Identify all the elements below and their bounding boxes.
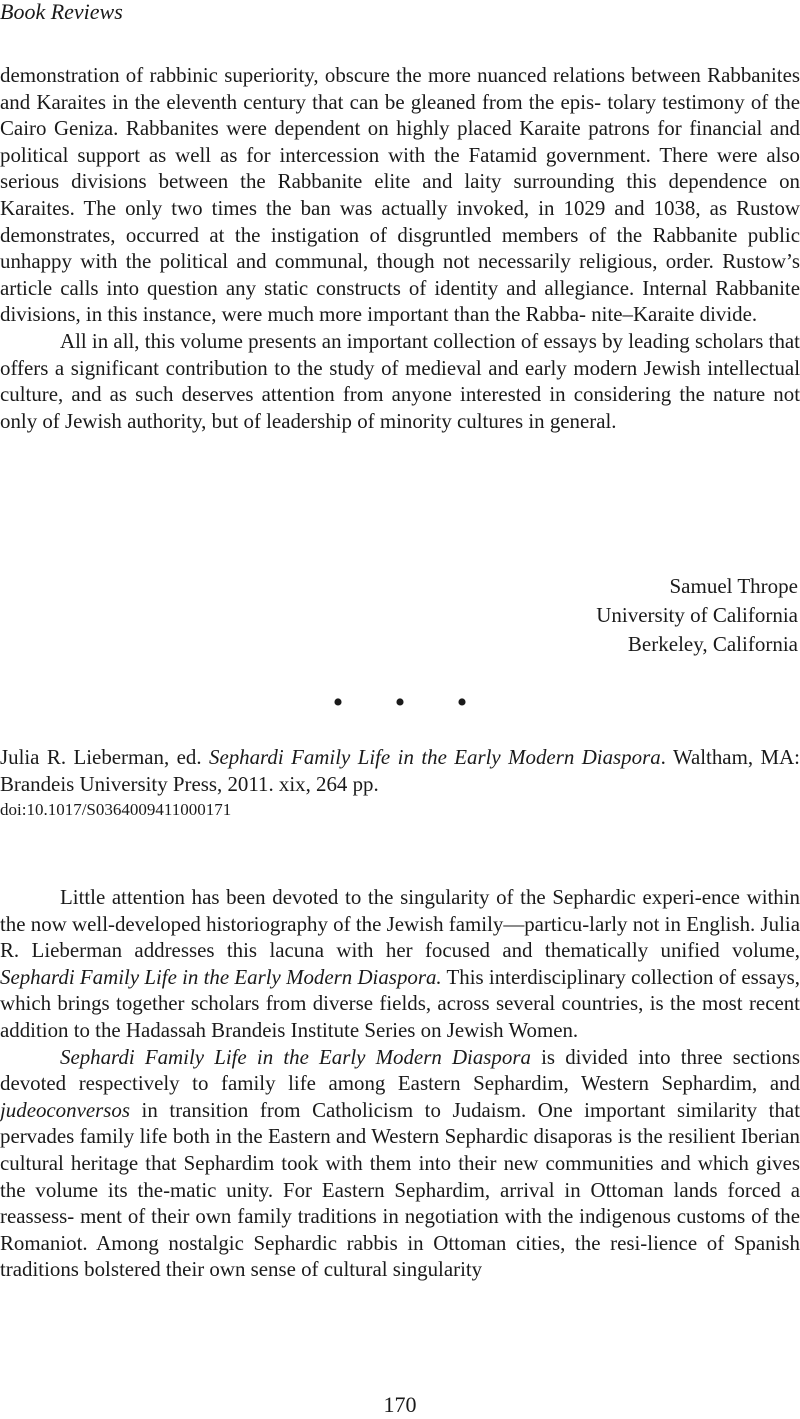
review2-p2-part4: ment of their own family traditions in negotiation with the indigenous customs of the Romaniot. Among nostalgic Sephardic rabbis in Ottoman cities, the resi- bbox=[0, 1204, 800, 1255]
citation-title-end: . bbox=[660, 745, 666, 769]
reviewer-name: Samuel Thrope bbox=[669, 574, 798, 598]
review2-paragraph-1 bbox=[0, 884, 800, 1044]
review2-p2-term: judeoconversos bbox=[0, 1097, 130, 1122]
book-citation bbox=[0, 744, 800, 822]
review2-p2-part2: in transition from Catholicism to Judaism. One important similarity that pervades family life both in the Eastern and Western Sephardic disaporas is the resilient Iberian cultural heritage that Sephardim took with them into their new communities and which gives the volume its the- bbox=[0, 1097, 800, 1202]
reviewer-institution: University of California bbox=[596, 603, 798, 627]
citation-title: Sephardi Family Life in the Early Modern Diaspora bbox=[209, 745, 661, 769]
citation-doi: doi:10.1017/S0364009411000171 bbox=[0, 800, 232, 819]
review2-p2-part3: matic unity. For Eastern Sephardim, arrival in Ottoman lands forced a reassess- bbox=[0, 1177, 800, 1229]
review2-p1-middle: ence within the now well-developed historiography of the Jewish family—particu- bbox=[0, 885, 800, 936]
review2-p1-after: This interdisciplinary collection of essays, which brings together scholars from diverse fields, across several countries, is the most recent addition to the Hadassah Brandeis Institute Series on Jewish Women. bbox=[0, 964, 800, 1042]
review2-p1-book-title: Sephardi Family Life in the Early Modern Diaspora. bbox=[0, 964, 442, 989]
citation-publisher: Waltham, MA: Brandeis University Press, 2011. xix, 264 pp. bbox=[0, 745, 800, 796]
review1-body bbox=[0, 62, 800, 434]
review2-p2-book-title: Sephardi Family Life in the Early Modern Diaspora bbox=[60, 1044, 531, 1069]
citation-line bbox=[0, 744, 800, 798]
review1-p1-line-c: nite–Karaite divide. bbox=[591, 302, 758, 327]
review2-p1-rest: larly not in English. Julia R. Lieberman addresses this lacuna with her focused and thematically unified volume, bbox=[0, 911, 800, 963]
review2-body bbox=[0, 884, 800, 1283]
review2-paragraph-2 bbox=[0, 1044, 800, 1283]
reviewer-location: Berkeley, California bbox=[627, 632, 798, 656]
section-separator: • • • bbox=[332, 686, 490, 719]
review2-p1-before: Little attention has been devoted to the singularity of the Sephardic experi- bbox=[60, 885, 702, 909]
running-head: Book Reviews bbox=[0, 0, 123, 24]
review1-paragraph-2: All in all, this volume presents an important collection of essays by leading scholars that offers a significant contribution to the study of medieval and early modern Jewish intellectual culture, and as such deserves attention from anyone interested in considering the nature not only of Jewish authority, but of leadership of minority cultures in general. bbox=[0, 328, 800, 433]
review2-p2-part1: is divided into three sections devoted respectively to family life among Eastern Sephardim, Western Sephardim, and bbox=[0, 1044, 800, 1096]
page-number: 170 bbox=[383, 1392, 417, 1417]
citation-author: Julia R. Lieberman, ed. bbox=[0, 745, 209, 769]
review1-p1-line-b: tolary testimony of the Cairo Geniza. Rabbanites were dependent on highly placed Karaite patrons for financial and political support as well as for intercession with the Fatamid government. There were also serious divisions between the Rabbanite elite and laity surrounding this dependence on Karaites. The only two times the ban was actually invoked, in 1029 and 1038, as Rustow demonstrates, occurred at the instigation of disgruntled members of the Rabbanite public unhappy with the political and communal, though not necessarily religious, order. Rustow’s article calls into question any static constructs of identity and allegiance. Internal Rabbanite divisions, in this instance, were much more important than the Rabba- bbox=[0, 89, 800, 327]
review2-p2-part5: lience of Spanish traditions bolstered their own sense of cultural singularity bbox=[0, 1230, 800, 1282]
reviewer-signature bbox=[596, 572, 798, 659]
review1-paragraph-1 bbox=[0, 62, 800, 328]
review1-p1-line-a: demonstration of rabbinic superiority, obscure the more nuanced relations between Rabbanites and Karaites in the eleventh century that can be gleaned from the epis- bbox=[0, 63, 800, 114]
